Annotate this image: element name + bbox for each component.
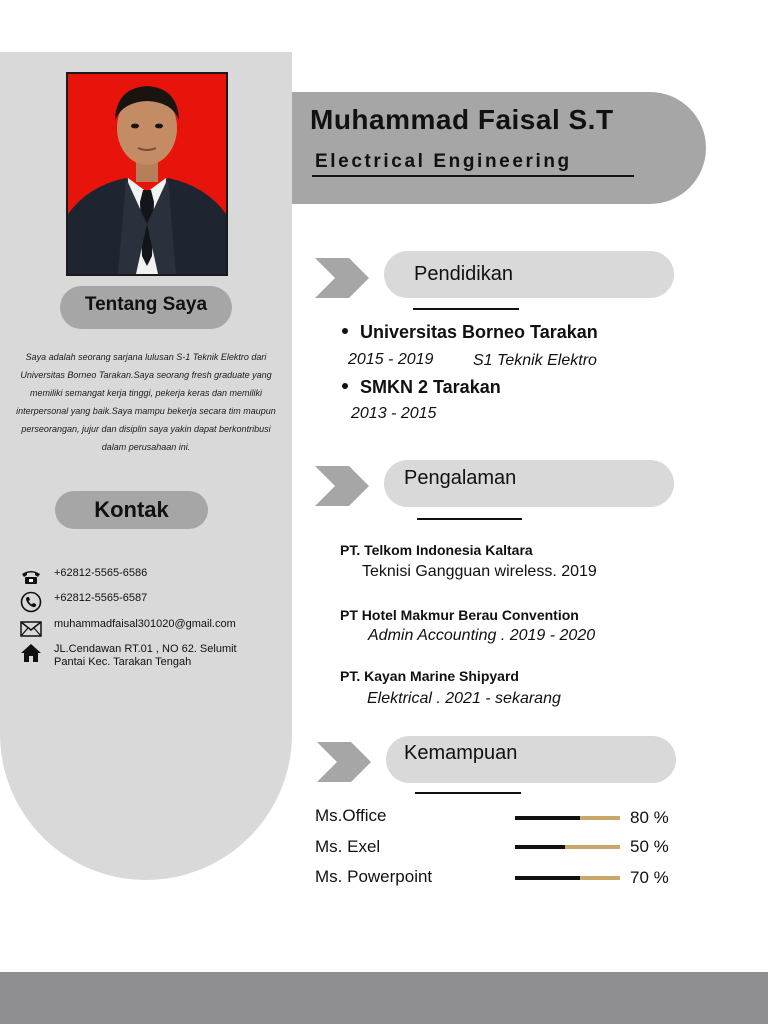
chevron-right-icon bbox=[315, 258, 369, 298]
contact-phone-2 bbox=[18, 592, 288, 612]
skill-name: Ms.Office bbox=[315, 806, 387, 825]
job-role: Elektrical . 2021 - sekarang bbox=[367, 690, 561, 707]
skill-percent: 70 % bbox=[630, 868, 669, 887]
skill-bar bbox=[515, 816, 620, 820]
person-portrait-icon bbox=[68, 74, 226, 274]
phone-icon bbox=[18, 592, 44, 612]
about-heading: Tentang Saya bbox=[60, 286, 232, 329]
skill-bar bbox=[515, 876, 620, 880]
education-years: 2013 - 2015 bbox=[351, 405, 437, 422]
person-name: Muhammad Faisal S.T bbox=[310, 104, 614, 135]
skill-bar-fill bbox=[515, 816, 580, 820]
skills-rule bbox=[415, 792, 521, 794]
profile-photo bbox=[66, 72, 228, 276]
skill-percent: 50 % bbox=[630, 837, 669, 856]
contact-email bbox=[18, 618, 288, 638]
education-item bbox=[342, 377, 501, 398]
person-title: Electrical Engineering bbox=[315, 151, 572, 172]
education-school: Universitas Borneo Tarakan bbox=[360, 322, 598, 342]
bullet-icon bbox=[342, 383, 348, 389]
education-item bbox=[342, 322, 598, 343]
contact-phone-2-text: +62812-5565-6587 bbox=[54, 592, 148, 604]
education-heading: Pendidikan bbox=[414, 263, 513, 285]
job-role: Admin Accounting . 2019 - 2020 bbox=[368, 627, 596, 644]
skill-bar bbox=[515, 845, 620, 849]
job-company: PT. Kayan Marine Shipyard bbox=[340, 668, 519, 684]
bullet-icon bbox=[342, 328, 348, 334]
skill-name: Ms. Exel bbox=[315, 837, 381, 856]
experience-rule bbox=[417, 518, 522, 520]
job-company: PT Hotel Makmur Berau Convention bbox=[340, 607, 579, 623]
envelope-icon bbox=[18, 618, 44, 638]
title-underline bbox=[312, 175, 634, 177]
education-degree: S1 Teknik Elektro bbox=[473, 352, 597, 369]
chevron-right-icon bbox=[317, 742, 371, 782]
job-role: Teknisi Gangguan wireless. 2019 bbox=[362, 563, 597, 580]
skill-bar-fill bbox=[515, 876, 580, 880]
education-school: SMKN 2 Tarakan bbox=[360, 377, 501, 397]
contact-address-text: JL.Cendawan RT.01 , NO 62. Selumit Pantai Kec. Tarakan Tengah bbox=[54, 643, 237, 668]
contact-phone-1 bbox=[18, 567, 288, 587]
chevron-right-icon bbox=[315, 466, 369, 506]
footer-band bbox=[0, 972, 768, 1024]
education-years: 2015 - 2019 bbox=[348, 351, 434, 368]
skill-name: Ms. Powerpoint bbox=[315, 867, 433, 886]
contact-email-text: muhammadfaisal301020@gmail.com bbox=[54, 618, 236, 630]
home-icon bbox=[18, 643, 44, 663]
telephone-icon bbox=[18, 567, 44, 587]
job-company: PT. Telkom Indonesia Kaltara bbox=[340, 542, 533, 558]
contact-address bbox=[18, 643, 288, 669]
skill-bar-fill bbox=[515, 845, 565, 849]
education-rule bbox=[413, 308, 519, 310]
skills-heading: Kemampuan bbox=[404, 742, 518, 764]
contact-phone-1-text: +62812-5565-6586 bbox=[54, 567, 148, 579]
experience-heading: Pengalaman bbox=[404, 467, 517, 489]
contact-heading: Kontak bbox=[55, 491, 208, 529]
skill-percent: 80 % bbox=[630, 808, 669, 827]
about-text: Saya adalah seorang sarjana lulusan S-1 Teknik Elektro dari Universitas Borneo Tarakan.Saya seorang fresh graduate yang memiliki semangat kerja tinggi, pekerja keras dan memiliki interpersonal yang baik.Saya mampu bekerja secara tim maupun perseorangan, jujur dan disiplin saya yakin dapat berkontribusi dalam perusahaan ini. bbox=[16, 352, 276, 452]
